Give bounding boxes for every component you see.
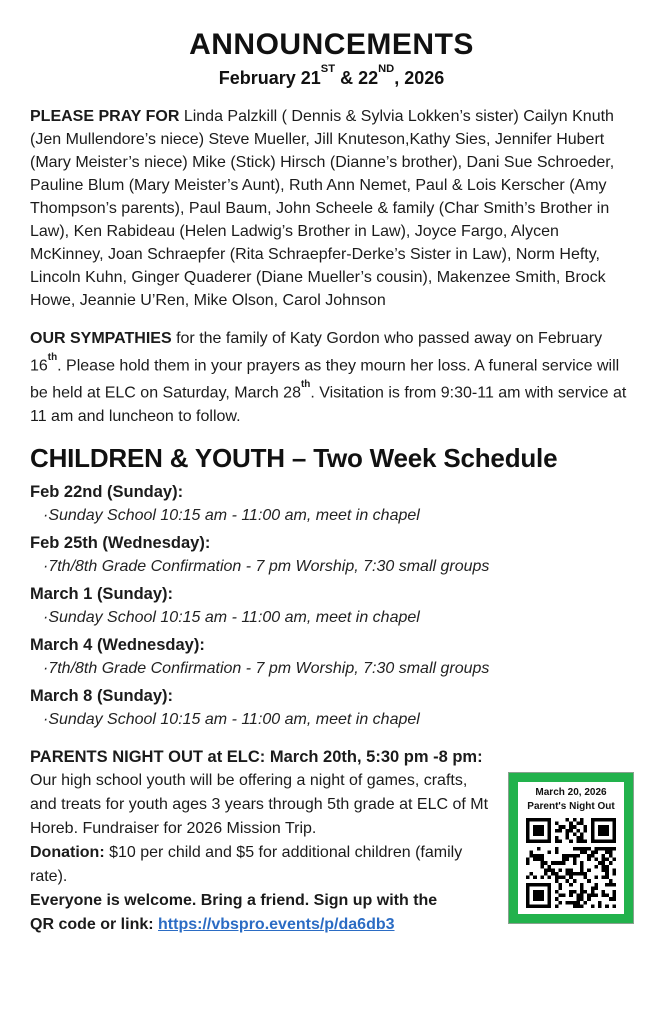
schedule-item (30, 481, 633, 527)
schedule-date: Feb 22nd (Sunday): (30, 482, 184, 501)
qr-code (526, 818, 616, 908)
schedule-detail: ·Sunday School 10:15 am - 11:00 am, meet in chapel (43, 710, 420, 728)
prayer-list-paragraph (30, 105, 633, 312)
schedule-detail: ·7th/8th Grade Confirmation - 7 pm Worship, 7:30 small groups (43, 659, 490, 677)
schedule-date: March 4 (Wednesday): (30, 635, 205, 654)
signup-link[interactable]: https://vbspro.events/p/da6db3 (158, 915, 395, 933)
donation-text: $10 per child and $5 for additional children (family rate). (30, 843, 463, 885)
signup-label: QR code or link: (30, 915, 154, 933)
sympathies-text: . Visitation is from 9:30-11 am with service at 11 am and luncheon to follow. (30, 384, 627, 425)
sympathies-text: . Please hold them in your prayers as they mourn her loss. A funeral service will be held at ELC on Saturday, March 28 (30, 357, 620, 402)
schedule-detail: ·7th/8th Grade Confirmation - 7 pm Worship, 7:30 small groups (43, 557, 490, 575)
schedule-item (30, 583, 633, 629)
donation-label: Donation: (30, 843, 105, 861)
sympathies-paragraph (30, 327, 633, 428)
page-title: ANNOUNCEMENTS (189, 28, 474, 61)
schedule-item (30, 685, 633, 731)
parents-night-out-title-rest: at ELC: March 20th, 5:30 pm -8 pm: (202, 747, 483, 766)
date-subtitle (30, 62, 633, 90)
schedule-date: March 8 (Sunday): (30, 686, 174, 705)
schedule-date: March 1 (Sunday): (30, 584, 174, 603)
qr-card-event-label: Parent's Night Out (527, 800, 615, 812)
sympathies-superscript: th (300, 378, 311, 390)
qr-card (509, 773, 633, 923)
prayer-list-names: Linda Palzkill ( Dennis & Sylvia Lokken’s sister) Cailyn Knuth (Jen Mullendore’s niece) Steve Mueller, Jill Knuteson,Kathy Sies, Jennifer Hubert (Mary Meister’s niece) Mike (Stick) Hirsch (Dianne’s brother), Dani Sue Schroeder, Pauline Blum (Mary Meister’s Aunt), Ruth Ann Nemet, Paul & Lois Kerscher (Amy Thompson’s parents), Paul Baum, John Scheele & family (Char Smith’s Brother in Law), Ken Rabideau (Helen Ladwig’s Brother in Law), Joyce Fargo, Alycen McKinney, Joan Schraepfer (Rita Schraepfer-Derke’s Sister in Law), Norm Hefty, Lincoln Kuhn, Ginger Quaderer (Diane Mueller’s cousin), Makenzee Smith, Brock Howe, Jeannie U’Ren, Mike Olson, Carol Johnson (30, 108, 615, 309)
welcome-line: Everyone is welcome. Bring a friend. Sign up with the (30, 891, 438, 909)
parents-night-out-body: Our high school youth will be offering a night of games, crafts, and treats for youth ages 3 years through 5th grade at ELC of Mt Horeb. Fundraiser for 2026 Mission Trip. (30, 771, 489, 837)
parents-night-out-section (30, 745, 633, 937)
prayer-list-label: PLEASE PRAY FOR (30, 108, 180, 125)
date-part: February 21 (218, 68, 321, 88)
date-part: & 22 (335, 68, 379, 88)
schedule-item (30, 634, 633, 680)
qr-card-date-label: March 20, 2026 (535, 786, 607, 798)
parents-night-out-heading (30, 745, 633, 769)
schedule-detail: ·Sunday School 10:15 am - 11:00 am, meet in chapel (43, 608, 420, 626)
schedule-date: Feb 25th (Wednesday): (30, 533, 211, 552)
sympathies-text: for the family of Katy Gordon who passed away on February 16 (30, 330, 603, 375)
date-superscript-nd: ND (378, 62, 395, 75)
sympathies-superscript: th (47, 351, 58, 363)
parents-night-out-title: PARENTS NIGHT OUT (30, 747, 203, 766)
date-superscript-st: ST (320, 62, 336, 75)
schedule-detail: ·Sunday School 10:15 am - 11:00 am, meet in chapel (43, 506, 420, 524)
date-part: , 2026 (394, 68, 445, 88)
children-youth-heading: CHILDREN & YOUTH – Two Week Schedule (30, 442, 558, 473)
children-youth-schedule (30, 481, 633, 731)
schedule-item (30, 532, 633, 578)
sympathies-label: OUR SYMPATHIES (30, 330, 172, 347)
